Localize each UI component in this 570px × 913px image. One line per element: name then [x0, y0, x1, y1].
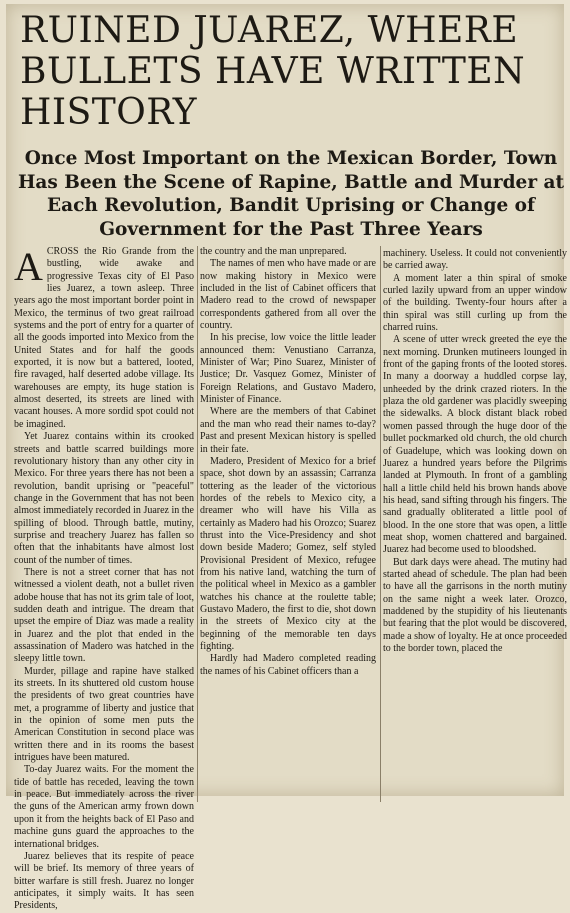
- subheadline: Once Most Important on the Mexican Border, Town Has Been the Scene of Rapine, Battle and Murder at Each Revolution, Bandit Uprising or Change of Government for the Past Three Years: [17, 148, 565, 240]
- article-body: [14, 244, 570, 912]
- paragraph: A scene of utter wreck greeted the eye the next morning. Drunken mutineers lounged in front of the gaping fronts of the looted stores. In many a doorway a huddled corpse lay, unheeded by the drink crazed rioters. In the plaza the old gardener was placidly sweeping the sidewalks. A block distant black robed women passed through the huge door of the bullet pockmarked old church, the old church of Guadelupe, which was looking down on Juarez a hundred years before the Pilgrims landed at Plymouth. In front of a gambling hall a little child held his brown hands above his head, sand sifting through his fingers. The sand gradually obliterated a little pool of blood. In the one store that was open, a little meat shop, women chattered and bargained. Juarez had become used to bloodshed.: [383, 334, 567, 556]
- column-rule: [197, 246, 198, 802]
- paragraph: Juarez believes that its respite of peace will be brief. Its memory of three years of bitter warfare is still fresh. Juarez no longer anticipates, it simply waits. It has seen Presidents,: [14, 850, 194, 912]
- paragraph: Where are the members of that Cabinet and the man who read their names to-day? Past and present Mexican history is spelled in their fate.: [200, 406, 376, 455]
- paragraph: In his precise, low voice the little leader announced them: Venustiano Carranza, Minister of War; Pino Suarez, Minister of Justice; Dr. Vasquez Gomez, Minister of Foreign Relations, and Gustavo Madero, Minister of Finance.: [200, 332, 376, 406]
- paragraph: The names of men who have made or are now making history in Mexico were included in the list of Cabinet officers that Madero read to the crowd of newspaper correspondents gathered from all over the country.: [200, 258, 376, 332]
- article-column-1: [14, 244, 194, 912]
- column-rule: [380, 246, 381, 802]
- paragraph: A moment later a thin spiral of smoke curled lazily upward from an upper window of the building. Twenty-four hours after a thin spiral was still curling up from the charred ruins.: [383, 272, 567, 334]
- paragraph: CROSS the Rio Grande from the bustling, wide awake and progressive Texas city of El Paso lies Juarez, a town asleep. Three years ago the most important border point in Mexico, the terminus of two great railroad systems and the port of entry for a quarter of all the goods imported into Mexico from the United States and for half the goods exported, it is now but a battered, looted, fire ravaged, half deserted adobe village. Its warehouses are empty, its huge station is almost deserted, its streets are lined with vacant houses. A more sordid spot could not be imagined.: [14, 246, 194, 430]
- paragraph: To-day Juarez waits. For the moment the tide of battle has receded, leaving the town in peace. But immediately across the river the guns of the American army frown down upon it from the heights back of El Paso and machine guns guard the approaches to the international bridges.: [14, 764, 194, 850]
- drop-cap: A: [14, 244, 43, 289]
- paragraph: Hardly had Madero completed reading the names of his Cabinet officers than a: [200, 653, 376, 677]
- newspaper-clipping: [6, 4, 567, 912]
- column-3-text: [383, 248, 567, 655]
- paragraph: Madero, President of Mexico for a brief space, shot down by an assassin; Carranza tottering as the leader of the victorious hordes of the rebels to Mexico city, a dreamer who will have his Villa as certainly as Madero had his Orozco; Suarez thrust into the Vice-Presidency and shot down beside Madero; Gomez, self styled Provisional President of Mexico, refugee from his native land, watching the turn of the political wheel in Mexico as a gambler watches his chance at the roulette table; Gustavo Madero, the first to die, shot down in the streets of Mexico city at the beginning of the memorable ten days fighting.: [200, 455, 376, 652]
- paragraph: There is not a street corner that has not witnessed a violent death, not a bullet riven adobe house that has not its grim tale of loot, sudden death and intrigue. The dream that upset the empire of Diaz was made a reality in Juarez and the plot that ended in the assassination of Madero was hatched in the sleepy little town.: [14, 566, 194, 665]
- paragraph: But dark days were ahead. The mutiny had started ahead of schedule. The plan had been to have all the garrisons in the north mutiny on the same night a week later. Orozco, maddened by the stupidity of his lieutenants but fearing that the plot would be discovered, made a show of loyalty. He at once proceeded to the border town, placed the: [383, 556, 567, 654]
- article-column-2: [200, 246, 376, 802]
- paragraph: machinery. Useless. It could not conveniently be carried away.: [383, 248, 567, 272]
- paragraph: Yet Juarez contains within its crooked streets and battle scarred buildings more revolutionary history than any other city in Mexico. For three years there has not been a revolution, bandit uprising or "peaceful" change in the Government that has not been almost immediately recorded in Juarez in the spilling of blood. Through battle, mutiny, surprise and treachery Juarez has fallen so often that the inhabitants have almost lost count of the number of times.: [14, 431, 194, 566]
- paragraph: Murder, pillage and rapine have stalked its streets. In its shuttered old custom house the presidents of two great countries have met, a programme of liberty and justice that in the opinion of some men puts the American Constitution in second place was written there and in its rooms the basest intrigues have been matured.: [14, 665, 194, 764]
- headline: RUINED JUAREZ, WHERE BULLETS HAVE WRITTEN HISTORY: [20, 10, 526, 133]
- paragraph: the country and the man unprepared.: [200, 246, 347, 257]
- article-column-3: [383, 246, 567, 802]
